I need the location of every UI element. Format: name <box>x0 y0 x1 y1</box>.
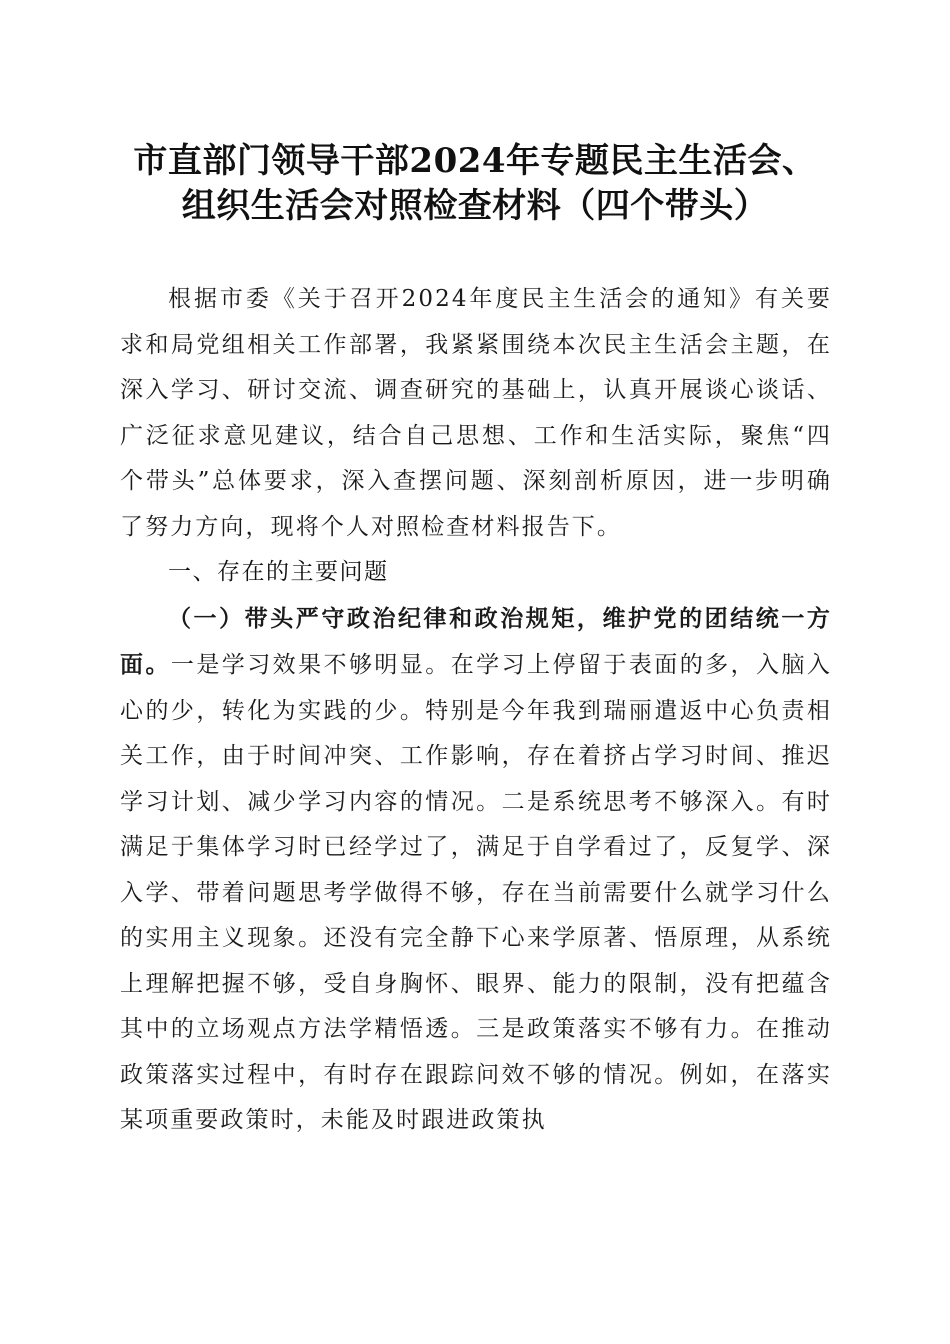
subsection-body: 一是学习效果不够明显。在学习上停留于表面的多，入脑入心的少，转化为实践的少。特别是今年我到瑞丽遣返中心负责相关工作，由于时间冲突、工作影响，存在着挤占学习时间、推迟学习计划、减少学习内容的情况。二是系统思考不够深入。有时满足于集体学习时已经学过了，满足于自学看过了，反复学、深入学、带着问题思考学做得不够，存在当前需要什么就学习什么的实用主义现象。还没有完全静下心来学原著、悟原理，从系统上理解把握不够，受自身胸怀、眼界、能力的限制，没有把蕴含其中的立场观点方法学精悟透。三是政策落实不够有力。在推动政策落实过程中，有时存在跟踪问效不够的情况。例如，在落实某项重要政策时，未能及时跟进政策执 <box>120 652 832 1133</box>
section-heading: 一、存在的主要问题 <box>168 559 389 585</box>
subsection-paragraph <box>120 596 832 1144</box>
document-title-line-1: 市直部门领导干部2024年专题民主生活会、 <box>133 141 817 181</box>
document-title-line-2: 组织生活会对照检查材料（四个带头） <box>181 186 769 226</box>
subsection-heading: （一）带头严守政治纪律和政治规矩，维护党的团结统一方面。 <box>120 604 832 678</box>
intro-paragraph: 根据市委《关于召开2024年度民主生活会的通知》有关要求和局党组相关工作部署，我紧紧围绕本次民主生活会主题，在深入学习、研讨交流、调查研究的基础上，认真开展谈心谈话、广泛征求意见建议，结合自己思想、工作和生活实际，聚焦“四个带头”总体要求，深入查摆问题、深刻剖析原因，进一步明确了努力方向，现将个人对照检查材料报告下。 <box>120 286 832 540</box>
document-body <box>120 277 832 1144</box>
